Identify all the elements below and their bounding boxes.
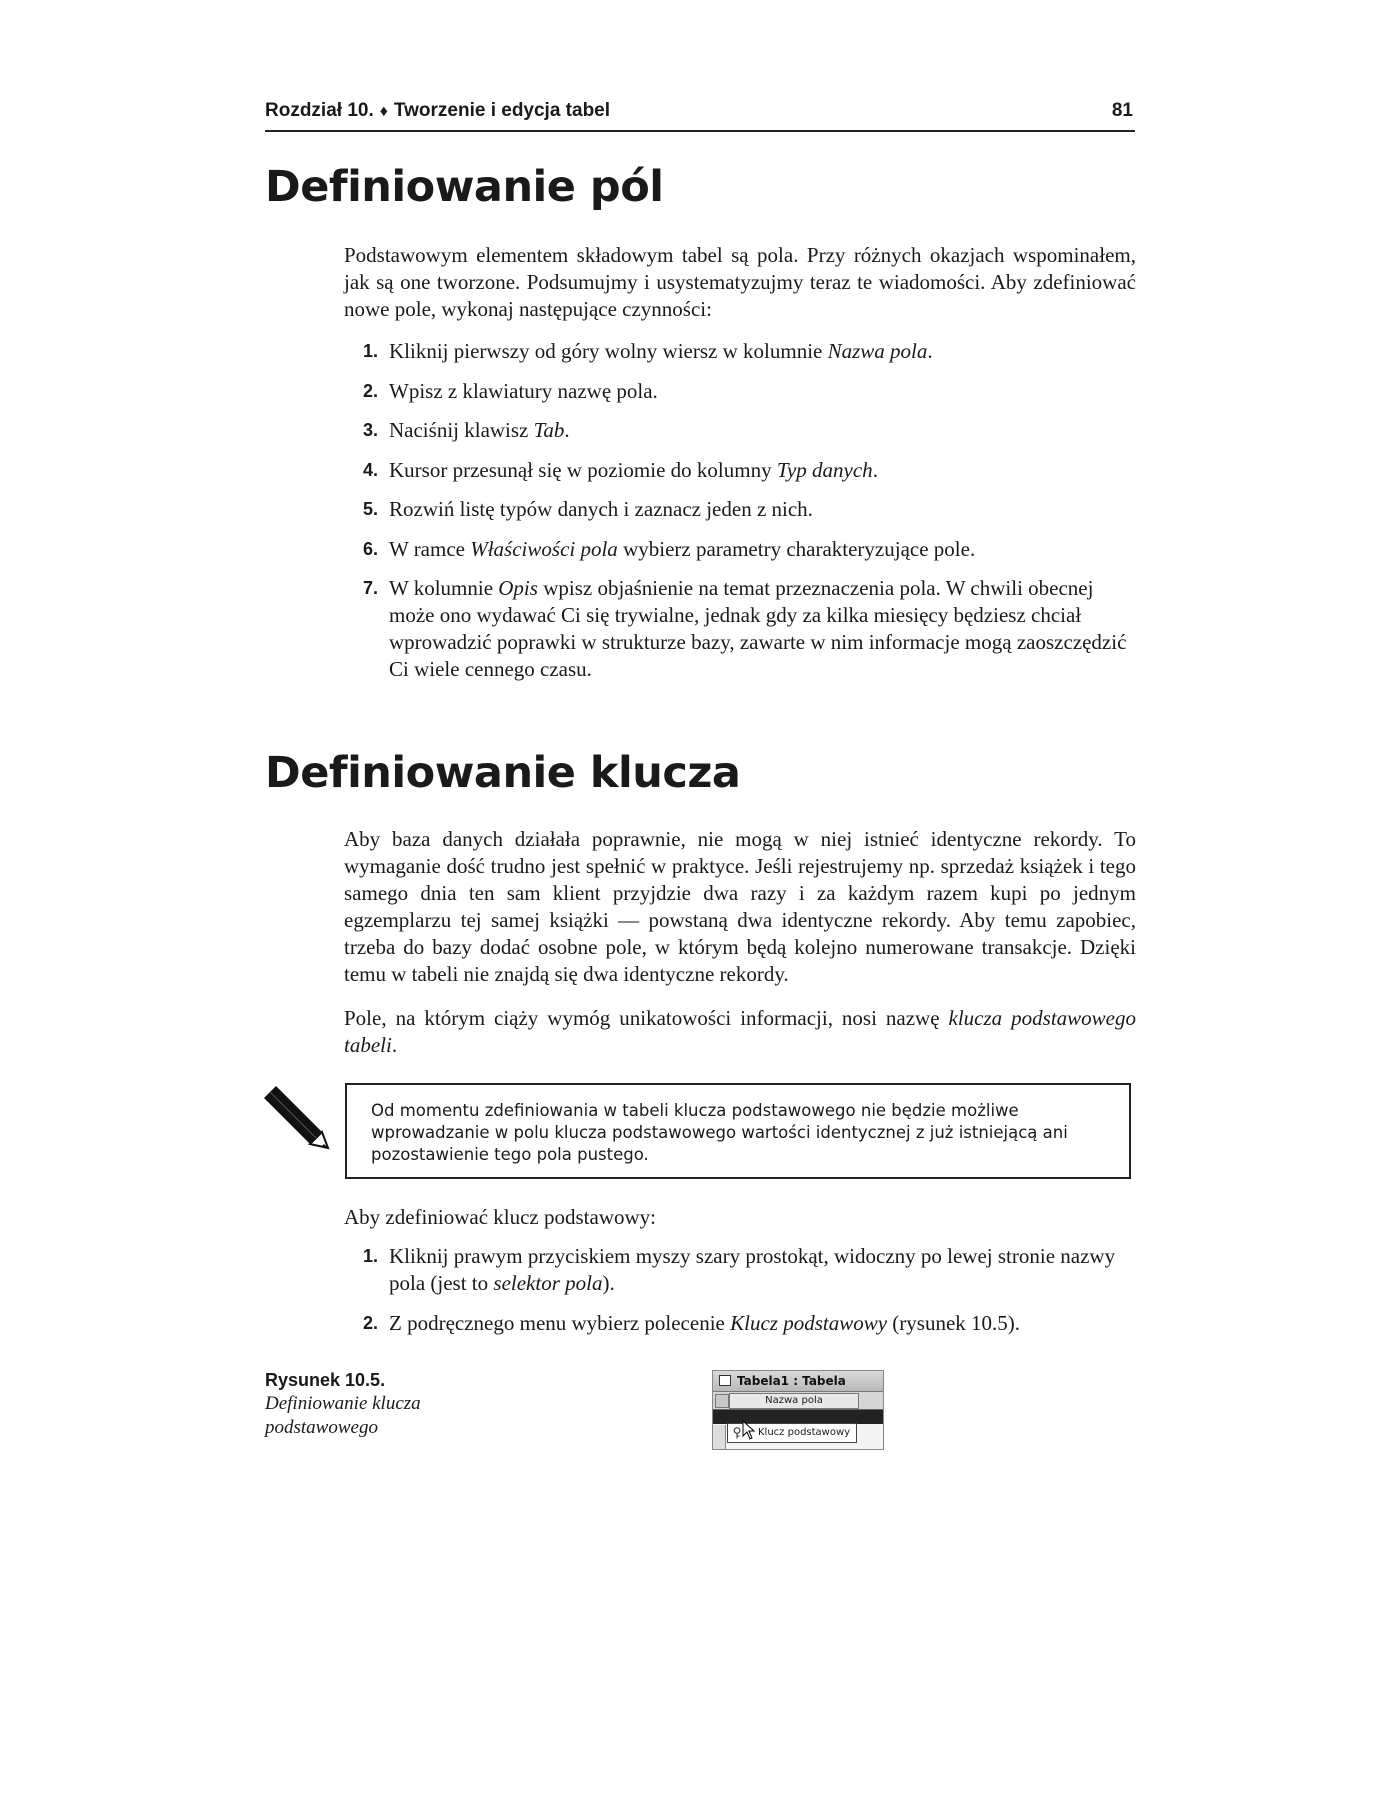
step-number: 2.	[363, 380, 379, 401]
chapter-number: Rozdział 10.	[265, 100, 374, 121]
page-number: 81	[1111, 100, 1133, 121]
list-item	[344, 536, 1136, 563]
step-emphasis: Właściwości pola	[470, 536, 618, 561]
step-text-end: .	[872, 457, 878, 482]
step-number: 1.	[363, 1246, 379, 1266]
list-item	[344, 575, 1136, 683]
key-lead-text: Aby zdefiniować klucz podstawowy:	[344, 1205, 656, 1229]
note-box	[345, 1083, 1131, 1179]
step-text-end: .	[564, 418, 570, 442]
step-emphasis: Tab	[533, 418, 565, 442]
list-item	[344, 457, 1136, 484]
figure-screenshot	[712, 1370, 884, 1450]
menu-item-label: Klucz podstawowy	[758, 1427, 851, 1438]
section-title-key: Definiowanie klucza	[265, 748, 741, 798]
window-titlebar	[713, 1371, 883, 1392]
field-steps-list	[344, 338, 1136, 696]
step-text: Naciśnij klawisz	[389, 418, 534, 442]
step-text: Z podręcznego menu wybierz polecenie	[389, 1310, 731, 1335]
table-icon	[719, 1375, 731, 1386]
definition-text: Pole, na którym ciąży wymóg unikatowości informacji, nosi nazwę	[344, 1006, 949, 1030]
chapter-heading	[265, 100, 610, 122]
selected-row[interactable]	[713, 1410, 883, 1424]
step-emphasis: selektor pola	[493, 1271, 603, 1295]
diamond-separator-icon: ♦	[379, 103, 388, 120]
figure-label: Rysunek 10.5.	[265, 1370, 386, 1390]
pencil-note-icon	[262, 1082, 332, 1152]
step-text: W kolumnie	[389, 576, 499, 600]
step-number: 3.	[363, 420, 379, 440]
step-text: Kliknij prawym przyciskiem myszy szary prostokąt, widoczny po lewej stronie nazwy pola (jest to	[389, 1244, 1116, 1295]
definition-text-end: .	[391, 1033, 398, 1057]
step-text-end: ).	[602, 1271, 615, 1295]
step-text: Kliknij pierwszy od góry wolny wiersz w kolumnie	[389, 339, 828, 363]
key-icon	[732, 1427, 742, 1439]
step-emphasis: Opis	[498, 576, 538, 600]
step-number: 6.	[363, 538, 379, 559]
key-paragraph: Aby baza danych działała poprawnie, nie mogą w niej istnieć identyczne rekordy. To wymaganie dość trudno jest spełnić w praktyce. Jeśli rejestrujemy np. sprzedaż książek i tego samego dnia ten sam klient przyjdzie dwa razy i za każdym razem kupi po jednym egzemplarzu tej samej książki — powstaną dwa identyczne rekordy. Aby temu zapobiec, trzeba do bazy dodać osobne pole, w którym będą kolejno numerowane transakcje. Dzięki temu w tabeli nie znajdą się dwa identyczne rekordy.	[344, 827, 1136, 986]
mouse-cursor-icon	[742, 1420, 756, 1440]
list-item	[344, 338, 1136, 365]
step-number: 2.	[363, 1312, 379, 1333]
intro-paragraph: Podstawowym elementem składowym tabel są pola. Przy różnych okazjach wspominałem, jak są one tworzone. Podsumujmy i usystematyzujmy teraz te wiadomości. Aby zdefiniować nowe pole, wykonaj następujące czynności:	[344, 243, 1136, 321]
list-item	[344, 1310, 1136, 1337]
note-text: Od momentu zdefiniowania w tabeli klucza podstawowego nie będzie możliwe wprowadzanie w polu klucza podstawowego wartości identycznej z już istniejącą ani pozostawienie tego pola pustego.	[371, 1101, 1068, 1164]
step-number: 7.	[363, 578, 379, 598]
menu-item-primary-key[interactable]	[727, 1423, 857, 1443]
list-item	[344, 1243, 1136, 1297]
list-item	[344, 496, 1136, 523]
figure-caption-text: Definiowanie klucza podstawowego	[265, 1393, 421, 1438]
row-selector-strip	[713, 1425, 726, 1449]
key-steps-list	[344, 1243, 1136, 1349]
column-header-field-name[interactable]: Nazwa pola	[729, 1393, 859, 1409]
list-item	[344, 378, 1136, 405]
step-number: 4.	[363, 459, 379, 480]
step-text: Wpisz z klawiatury nazwę pola.	[389, 378, 658, 403]
step-text-end: (rysunek 10.5).	[887, 1310, 1021, 1335]
chapter-title: Tworzenie i edycja tabel	[393, 100, 611, 121]
step-text-end: wybierz parametry charakteryzujące pole.	[617, 536, 976, 561]
step-text-end: wpisz objaśnienie na temat przeznaczenia pola. W chwili obecnej może ono wydawać Ci się trywialne, jednak gdy za kilka miesięcy będziesz chciał wprowadzić poprawki w strukturze bazy, zawarte w nim informacje mogą zaoszczędzić Ci wiele cennego czasu.	[389, 576, 1127, 681]
step-emphasis: Klucz podstawowy	[730, 1310, 888, 1335]
step-number: 1.	[363, 341, 379, 361]
step-text: Rozwiń listę typów danych i zaznacz jeden z nich.	[389, 497, 813, 521]
list-item	[344, 417, 1136, 444]
figure-caption	[265, 1368, 465, 1440]
key-definition-paragraph	[344, 1005, 1136, 1059]
grid-header-row	[713, 1392, 883, 1410]
step-number: 5.	[363, 499, 379, 519]
step-emphasis: Typ danych	[776, 457, 873, 482]
window-title: Tabela1 : Tabela	[737, 1374, 846, 1388]
definition-term: klucza podstawowego tabeli	[344, 1006, 1136, 1057]
step-text: W ramce	[389, 536, 471, 561]
running-header	[265, 98, 1135, 132]
field-selector[interactable]	[715, 1394, 729, 1408]
step-text-end: .	[927, 339, 933, 363]
section-title-fields: Definiowanie pól	[265, 162, 664, 212]
step-emphasis: Nazwa pola	[827, 339, 928, 363]
step-text: Kursor przesunął się w poziomie do kolumny	[389, 457, 777, 482]
